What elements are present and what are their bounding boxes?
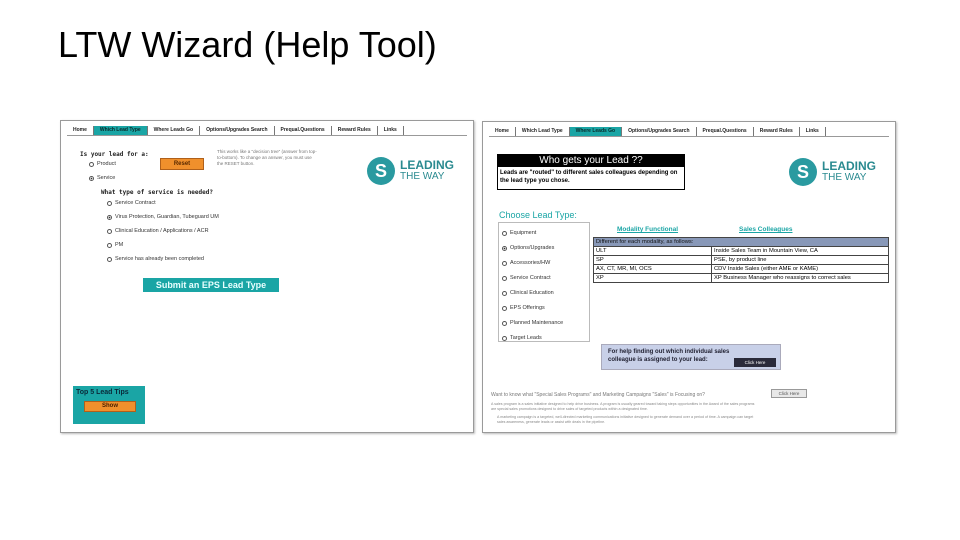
who-gets-lead-text: Leads are "routed" to different sales colleagues depending on the lead type you chose. <box>500 170 678 184</box>
show-tips-button[interactable]: Show <box>84 401 136 412</box>
service-option-item[interactable]: Service has already been completed <box>107 256 204 262</box>
where-leads-go-screenshot <box>482 121 896 433</box>
modality-column-header[interactable]: Modality Functional <box>617 226 679 233</box>
lead-tips-box <box>73 386 145 424</box>
lead-type-item[interactable]: Accessories/HW <box>502 258 589 268</box>
slide-title: LTW Wizard (Help Tool) <box>58 24 437 65</box>
service-option-item[interactable]: Clinical Education / Applications / ACR <box>107 228 209 234</box>
service-option[interactable]: Service <box>89 175 115 181</box>
logo-line2: THE WAY <box>822 172 867 183</box>
table-row <box>594 247 889 256</box>
service-radio[interactable] <box>89 176 94 181</box>
logo-line1: LEADING <box>400 158 454 172</box>
fine-print-3: A marketing campaign is a targeted, well-directed marketing communications initiative designed to generate demand over a period of time. A campaign can target <box>497 415 754 419</box>
special-programs-text: Want to know what "Special Sales Programs" and Marketing Campaigns "Sales" is Focusing on? <box>491 392 705 398</box>
product-radio[interactable] <box>89 162 94 167</box>
service-contract-radio[interactable] <box>502 276 507 281</box>
service-option-item[interactable]: Virus Protection, Guardian, Tubeguard UM <box>107 214 219 220</box>
sales-cell: CDV Inside Sales (either AME or KAME) <box>712 265 889 274</box>
equipment-radio[interactable] <box>502 231 507 236</box>
who-gets-lead-box <box>497 154 685 190</box>
service-completed-radio[interactable] <box>107 257 112 262</box>
sales-colleagues-column-header[interactable]: Sales Colleagues <box>739 226 793 233</box>
which-lead-type-screenshot <box>60 120 474 433</box>
planned-maintenance-radio[interactable] <box>502 321 507 326</box>
lead-type-item[interactable]: Options/Upgrades <box>502 243 589 253</box>
modality-cell: AX, CT, MR, MI, OCS <box>594 265 712 274</box>
options-upgrades-radio[interactable] <box>502 246 507 251</box>
routing-table <box>593 237 889 283</box>
lead-for-question: Is your lead for a: <box>80 151 149 158</box>
lead-type-item[interactable]: Service Contract <box>502 273 589 283</box>
lead-type-item[interactable]: Clinical Education <box>502 288 589 298</box>
tab-prequal-questions[interactable]: Prequal.Questions <box>697 127 754 136</box>
logo-line1: LEADING <box>822 159 876 173</box>
tab-where-leads-go[interactable]: Where Leads Go <box>570 127 622 136</box>
tab-options-upgrades-search[interactable]: Options/Upgrades Search <box>622 127 696 136</box>
target-leads-radio[interactable] <box>502 336 507 341</box>
table-row <box>594 274 889 283</box>
fine-print-4: sales awareness, generate leads or assist with deals in the pipeline. <box>497 420 606 424</box>
tab-links[interactable]: Links <box>378 126 404 135</box>
leading-the-way-logo <box>367 157 454 185</box>
product-option[interactable]: Product <box>89 161 116 167</box>
service-option-item[interactable]: PM <box>107 242 123 248</box>
service-option-item[interactable]: Service Contract <box>107 200 156 206</box>
eps-offerings-radio[interactable] <box>502 306 507 311</box>
tab-prequal-questions[interactable]: Prequal.Questions <box>275 126 332 135</box>
clinical-education-radio[interactable] <box>502 291 507 296</box>
lead-type-item[interactable]: Target Leads <box>502 333 589 343</box>
sales-cell: PSE, by product line <box>712 256 889 265</box>
service-type-question: What type of service is needed? <box>101 189 213 196</box>
routing-table-header: Different for each modality, as follows: <box>594 238 889 247</box>
tab-links[interactable]: Links <box>800 127 826 136</box>
tab-reward-rules[interactable]: Reward Rules <box>332 126 378 135</box>
help-finding-text: For help finding out which individual sales colleague is assigned to your lead: <box>608 349 730 363</box>
table-row <box>594 265 889 274</box>
reset-button[interactable]: Reset <box>160 158 204 170</box>
swoosh-logo-icon: S <box>789 158 817 186</box>
help-finding-box <box>601 344 781 370</box>
lead-type-item[interactable]: Equipment <box>502 228 589 238</box>
swoosh-logo-icon: S <box>367 157 395 185</box>
tab-home[interactable]: Home <box>489 127 516 136</box>
lead-type-item[interactable]: EPS Offerings <box>502 303 589 313</box>
left-nav-bar <box>67 125 467 136</box>
logo-line2: THE WAY <box>400 171 445 182</box>
sales-cell: Inside Sales Team in Mountain View, CA <box>712 247 889 256</box>
tab-which-lead-type[interactable]: Which Lead Type <box>516 127 570 136</box>
submit-eps-lead-button[interactable]: Submit an EPS Lead Type <box>143 278 279 292</box>
decision-tree-hint: This works like a "decision tree" (answer from top-to-bottom). To change an answer, you must use the RESET button. <box>217 149 317 166</box>
virus-protection-radio[interactable] <box>107 215 112 220</box>
leading-the-way-logo <box>789 158 876 186</box>
modality-cell: XP <box>594 274 712 283</box>
click-here-button[interactable]: Click Here <box>734 358 776 367</box>
accessories-radio[interactable] <box>502 261 507 266</box>
right-nav-bar <box>489 126 889 137</box>
tab-reward-rules[interactable]: Reward Rules <box>754 127 800 136</box>
choose-lead-type-title: Choose Lead Type: <box>499 210 577 220</box>
tab-home[interactable]: Home <box>67 126 94 135</box>
clinical-education-radio[interactable] <box>107 229 112 234</box>
lead-type-list <box>498 222 590 342</box>
lead-tips-title: Top 5 Lead Tips <box>76 389 129 396</box>
tab-which-lead-type[interactable]: Which Lead Type <box>94 126 148 135</box>
special-programs-click-here-button[interactable]: Click Here <box>771 389 807 398</box>
modality-cell: ULT <box>594 247 712 256</box>
fine-print-1: A sales program is a sales initiative designed to help drive business. A program is usually geared toward taking steps opportunities in the Award of the sales programs <box>491 402 755 406</box>
who-gets-lead-title: Who gets your Lead ?? <box>498 155 684 167</box>
tab-options-upgrades-search[interactable]: Options/Upgrades Search <box>200 126 274 135</box>
fine-print-2: are special sales promotions designed to drive sales of targeted products within a designated time. <box>491 407 648 411</box>
modality-cell: SP <box>594 256 712 265</box>
sales-cell: XP Business Manager who reassigns to correct sales <box>712 274 889 283</box>
pm-radio[interactable] <box>107 243 112 248</box>
table-row <box>594 256 889 265</box>
service-contract-radio[interactable] <box>107 201 112 206</box>
lead-type-item[interactable]: Planned Maintenance <box>502 318 589 328</box>
tab-where-leads-go[interactable]: Where Leads Go <box>148 126 200 135</box>
